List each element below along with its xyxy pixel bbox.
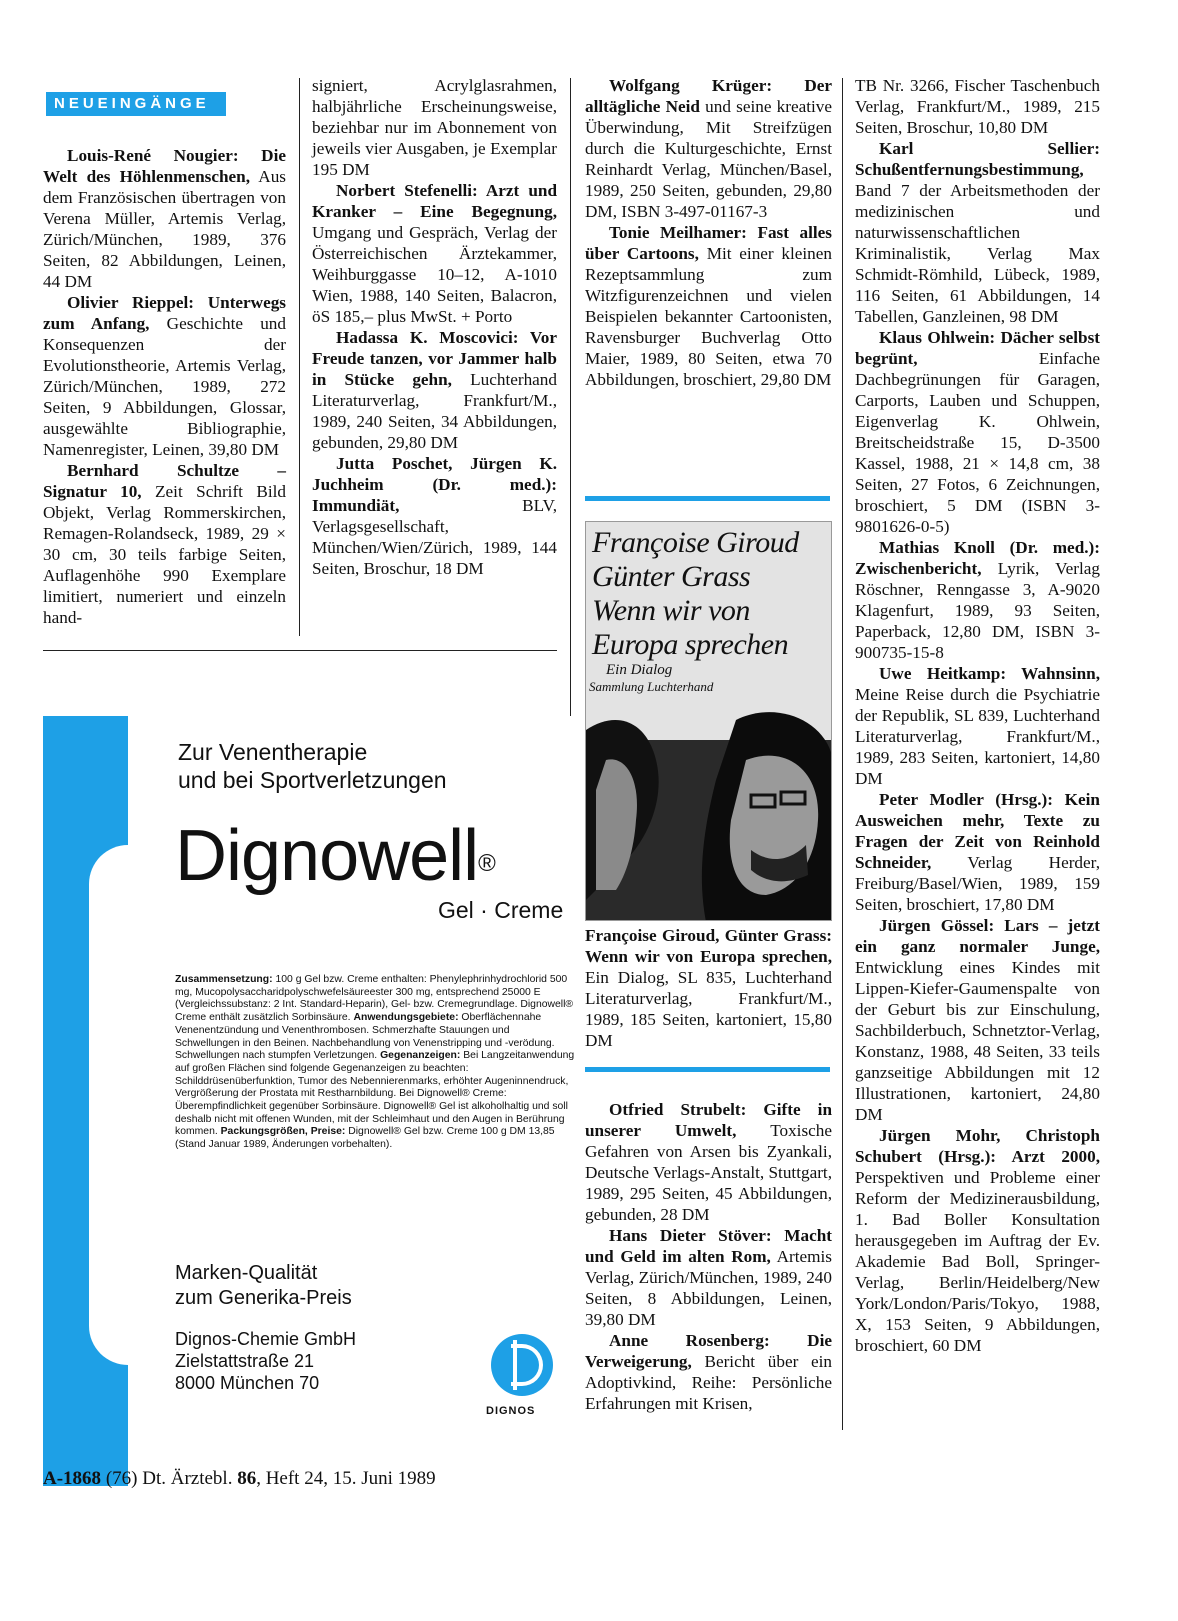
ad-headline: Zur Venentherapie und bei Sportverletzungen	[178, 739, 447, 793]
book-entry-details: Einfache Dachbegrünungen für Garagen, Carports, Lauben und Schuppen, Eigenverlag K. Ohlwein, Breitscheidstraße 15, D-3500 Kassel, 1988, 21 × 14,8 cm, 38 Seiten, 27 Fotos, 6 Zeichnungen, broschiert, 5 DM (ISBN 3-9801626-0-5)	[855, 349, 1100, 536]
book-entry-title: Uwe Heitkamp: Wahnsinn,	[879, 664, 1100, 683]
book-entry-details: Geschichte und Konsequenzen der Evolutionstheorie, Artemis Verlag, Zürich/München, 1989, 272 Seiten, 9 Abbildungen, Glossar, ausgewählte Bibliographie, Namenregister, Leinen, 39,80 DM	[43, 314, 286, 459]
advertisement	[43, 716, 577, 1486]
book-entry	[855, 1125, 1100, 1356]
book-entry-title: Wolfgang Krüger: Der alltägliche Neid	[585, 76, 832, 116]
page-number: A-1868	[43, 1468, 102, 1489]
book-entry-details: Perspektiven und Probleme einer Reform der Medizinerausbildung, 1. Bad Boller Konsultation herausgegeben im Auftrag der Ev. Akademie Bad Boll, Springer-Verlag, Berlin/Heidelberg/New York/London/Paris/Tokyo, 1988, X, 153 Seiten, 9 Abbildungen, broschiert, 60 DM	[855, 1168, 1100, 1355]
ad-fineprint: Zusammensetzung: 100 g Gel bzw. Creme enthalten: Phenylephrinhydrochlorid 500 mg, Mucopolysaccharidpolyschwefelsäureester 300 mg, entsprechend 25000 E (Vergleichssubstanz: 2 Int. Standard-Heparin), Gel- bzw. Cremegrundlage. Dignowell® Creme enthält zusätzlich Sorbinsäure. Anwendungsgebiete: Oberflächennahe Venenentzündung und Venenthrombosen. Schmerzhafte Stauungen und Schwellungen in den Beinen. Nachbehandlung von Venenstripping und -verödung. Schwellungen nach stumpfen Verletzungen. Gegenanzeigen: Bei Langzeitanwendung auf großen Flächen sind folgende Gegenanzeigen zu beachten: Schilddrüsenüberfunktion, Tumor des Nebennierenmarks, erhöhter Augeninnendruck, Vergrößerung der Prostata mit Restharnbildung. Bei Dignowell® Creme: Überempfindlichkeit gegenüber Sorbinsäure. Dignowell® Gel ist alkoholhaltig und soll deshalb nicht mit offenen Wunden, mit der Schleimhaut und den Augen in Berührung kommen. Packungsgrößen, Preise: Dignowell® Gel bzw. Creme 100 g DM 13,85 (Stand Januar 1989, Änderungen vorbehalten).	[175, 974, 575, 1151]
column-3-top	[585, 75, 832, 390]
book-entry	[312, 180, 557, 327]
column-4	[855, 75, 1100, 1356]
book-entry-details: Aus dem Französischen übertragen von Verena Müller, Artemis Verlag, Zürich/München, 1989, 376 Seiten, 82 Abbildungen, Leinen, 44 DM	[43, 167, 286, 291]
book-entry-title: Otfried Strubelt: Gifte in unserer Umwelt,	[585, 1100, 832, 1140]
book-entry-title: Françoise Giroud, Günter Grass: Wenn wir von Europa sprechen,	[585, 926, 832, 966]
book-entry-title: Olivier Rieppel: Unterwegs zum Anfang,	[43, 293, 286, 333]
ad-notch	[89, 845, 167, 1365]
column-3-bottom	[585, 1099, 832, 1414]
book-entry-title: Tonie Meilhamer: Fast alles über Cartoons,	[585, 223, 832, 263]
ad-top-rule	[43, 650, 557, 651]
book-entry	[585, 1225, 832, 1330]
book-entry	[855, 537, 1100, 663]
book-entry-details: Band 7 der Arbeitsmethoden der medizinischen und naturwissenschaftlichen Kriminalistik, Verlag Max Schmidt-Römhild, Lübeck, 1989, 116 Seiten, 61 Abbildungen, 14 Tabellen, Ganzleinen, 98 DM	[855, 181, 1100, 326]
cover-subtitle: Ein Dialog	[606, 662, 673, 678]
book-entry-title: Bernhard Schultze – Signatur 10,	[43, 461, 286, 501]
book-entry-details: Artemis Verlag, Zürich/München, 1989, 240 Seiten, 8 Abbildungen, Leinen, 39,80 DM	[585, 1247, 832, 1329]
book-entry-title: Jutta Poschet, Jürgen K. Juchheim (Dr. med.): Immundiät,	[312, 454, 557, 515]
book-entry-title: Anne Rosenberg: Die Verweigerung,	[585, 1331, 832, 1371]
book-entry	[855, 138, 1100, 327]
section-tag: NEUEINGÄNGE	[46, 92, 226, 116]
book-entry-title: Hadassa K. Moscovici: Vor Freude tanzen, vor Jammer halb in Stücke gehn,	[312, 328, 557, 389]
column-1	[43, 145, 286, 628]
book-entry-title: Karl Sellier: Schußentfernungsbestimmung,	[855, 139, 1100, 179]
book-entry-details: Entwicklung eines Kindes mit Lippen-Kiefer-Gaumenspalte von der Geburt bis zur Einschulung, Sachbilderbuch, Schnetztor-Verlag, Konstanz, 1988, 48 Seiten, 33 teils ganzseitige Abbildungen mit 12 Illustrationen, kartoniert, 24,80 DM	[855, 958, 1100, 1124]
book-entry-title: Mathias Knoll (Dr. med.): Zwischenbericht,	[855, 538, 1100, 578]
book-entry-title: Norbert Stefenelli: Arzt und Kranker – Eine Begegnung,	[312, 181, 557, 221]
book-entry	[585, 75, 832, 222]
book-entry	[43, 460, 286, 628]
book-entry	[43, 145, 286, 292]
ad-forms: Gel · Creme	[438, 897, 564, 923]
column-rule	[299, 78, 300, 636]
divider-blue	[585, 1067, 830, 1072]
divider-blue	[585, 496, 830, 501]
book-entry-details: Zeit Schrift Bild Objekt, Verlag Rommerskirchen, Remagen-Rolandseck, 1989, 29 × 30 cm, 30 teils farbige Seiten, Auflagenhöhe 990 Exemplare limitiert, numeriert und einzeln hand-	[43, 482, 286, 627]
book-entry-details: BLV, Verlagsgesellschaft, München/Wien/Zürich, 1989, 144 Seiten, Broschur, 18 DM	[312, 496, 557, 578]
book-entry-details: Meine Reise durch die Psychiatrie der Republik, SL 839, Luchterhand Literaturverlag, Frankfurt/M., 1989, 283 Seiten, kartoniert, 14,80 DM	[855, 685, 1100, 788]
book-entry-details: und seine kreative Überwindung, Mit Streifzügen durch die Kulturgeschichte, Ernst Reinhardt Verlag, München/Basel, 1989, 250 Seiten, gebunden, 29,80 DM, ISBN 3-497-01167-3	[585, 97, 832, 221]
cover-caption	[585, 925, 832, 1051]
book-entry-details: Ein Dialog, SL 835, Luchterhand Literaturverlag, Frankfurt/M., 1989, 185 Seiten, kartoniert, 15,80 DM	[585, 968, 832, 1050]
book-entry	[855, 789, 1100, 915]
book-entry	[43, 292, 286, 460]
book-entry-title: Louis-René Nougier: Die Welt des Höhlenmenschen,	[43, 146, 286, 186]
book-entry-details: Verlag Herder, Freiburg/Basel/Wien, 1989, 159 Seiten, broschiert, 17,80 DM	[855, 853, 1100, 914]
book-entry-title: Peter Modler (Hrsg.): Kein Ausweichen mehr, Texte zu Fragen der Zeit von Reinhold Schneider,	[855, 790, 1100, 872]
dignos-logo-icon	[491, 1334, 553, 1396]
ad-company-address: Dignos-Chemie GmbH Zielstattstraße 21 8000 München 70	[175, 1329, 357, 1393]
book-entry-title: Jürgen Gössel: Lars – jetzt ein ganz normaler Junge,	[855, 916, 1100, 956]
book-entry	[312, 453, 557, 579]
continued-text: signiert, Acrylglasrahmen, halbjährliche Erscheinungsweise, beziehbar nur im Abonnement von jeweils vier Ausgaben, je Exemplar 195 DM	[312, 76, 557, 179]
author-photo	[586, 700, 832, 921]
cover-title: Françoise Giroud Günter Grass Wenn wir von Europa sprechen	[592, 526, 799, 661]
book-entry	[585, 1330, 832, 1414]
book-entry	[855, 663, 1100, 789]
book-entry	[855, 327, 1100, 537]
book-entry-details: Luchterhand Literaturverlag, Frankfurt/M., 1989, 240 Seiten, 34 Abbildungen, gebunden, 29,80 DM	[312, 370, 557, 452]
book-entry	[585, 925, 832, 1051]
ad-brand: Dignowell®	[175, 816, 495, 896]
page-footer: A-1868 (76) Dt. Ärztebl. 86, Heft 24, 15. Juni 1989	[43, 1468, 436, 1489]
ad-logo-text: DIGNOS	[486, 1405, 536, 1417]
book-entry-details: Umgang und Gespräch, Verlag der Österreichischen Ärztekammer, Weihburggasse 10–12, A-1010 Wien, 1988, 140 Seiten, Balacron, öS 185,– plus MwSt. + Porto	[312, 223, 557, 326]
ad-slogan: Marken-Qualität zum Generika-Preis	[175, 1262, 352, 1309]
book-entry-title: Hans Dieter Stöver: Macht und Geld im alten Rom,	[585, 1226, 832, 1266]
book-entry	[585, 1099, 832, 1225]
column-2	[312, 75, 557, 579]
book-entry	[312, 327, 557, 453]
book-entry-title: Klaus Ohlwein: Dächer selbst begrünt,	[855, 328, 1100, 368]
book-entry-details: Bericht über ein Adoptivkind, Reihe: Persönliche Erfahrungen mit Krisen,	[585, 1352, 832, 1413]
book-entry-details: Mit einer kleinen Rezeptsammlung zum Witzfigurenzeichnen und vielen Beispielen bekannter Cartoonisten, Ravensburger Buchverlag Otto Maier, 1989, 80 Seiten, etwa 70 Abbildungen, broschiert, 29,80 DM	[585, 244, 832, 389]
continued-text: TB Nr. 3266, Fischer Taschenbuch Verlag, Frankfurt/M., 1989, 215 Seiten, Broschur, 10,80 DM	[855, 76, 1100, 137]
book-entry	[855, 915, 1100, 1125]
book-entry-details: Lyrik, Verlag Röschner, Renngasse 3, A-9020 Klagenfurt, 1989, 93 Seiten, Paperback, 12,80 DM, ISBN 3-900735-15-8	[855, 559, 1100, 662]
book-entry	[585, 222, 832, 390]
cover-series: Sammlung Luchterhand	[589, 679, 714, 694]
book-cover	[585, 521, 832, 921]
book-entry-details: Toxische Gefahren von Arsen bis Zyankali, Deutsche Verlags-Anstalt, Stuttgart, 1989, 295 Seiten, 45 Abbildungen, gebunden, 28 DM	[585, 1121, 832, 1224]
column-rule	[842, 78, 843, 1430]
book-entry-title: Jürgen Mohr, Christoph Schubert (Hrsg.): Arzt 2000,	[855, 1126, 1100, 1166]
